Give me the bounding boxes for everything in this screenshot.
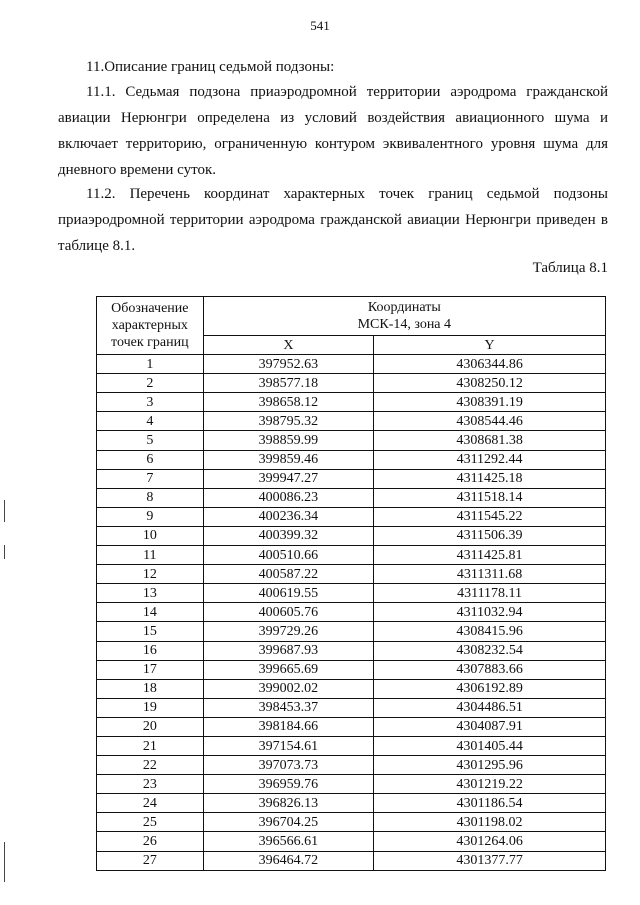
point-number-cell: 27 xyxy=(97,851,204,870)
point-number-cell: 22 xyxy=(97,756,204,775)
paragraph-11-1 xyxy=(58,79,608,183)
table-row xyxy=(97,641,606,660)
point-number-cell: 11 xyxy=(97,546,204,565)
x-coordinate-cell: 396566.61 xyxy=(203,832,374,851)
table-row xyxy=(97,756,606,775)
table-row xyxy=(97,374,606,393)
paragraph-text: 11.2. Перечень координат характерных точек границ седьмой подзоны приаэродромной территории аэродрома гражданской авиации Нерюнгри приведен в таблице 8.1. xyxy=(58,186,608,254)
section-heading: 11.Описание границ седьмой подзоны: xyxy=(86,59,335,75)
x-coordinate-cell: 400605.76 xyxy=(203,603,374,622)
y-coordinate-cell: 4306192.89 xyxy=(374,679,606,698)
x-coordinate-cell: 398658.12 xyxy=(203,393,374,412)
x-coordinate-cell: 400399.32 xyxy=(203,526,374,545)
x-coordinate-cell: 399687.93 xyxy=(203,641,374,660)
table-row xyxy=(97,736,606,755)
y-coordinate-cell: 4311311.68 xyxy=(374,565,606,584)
y-coordinate-cell: 4301377.77 xyxy=(374,851,606,870)
paragraph-11-2 xyxy=(58,181,608,259)
point-number-cell: 9 xyxy=(97,507,204,526)
point-number-cell: 15 xyxy=(97,622,204,641)
table-row xyxy=(97,603,606,622)
point-number-cell: 8 xyxy=(97,488,204,507)
point-number-cell: 23 xyxy=(97,775,204,794)
point-number-cell: 5 xyxy=(97,431,204,450)
table-row xyxy=(97,393,606,412)
x-coordinate-cell: 399665.69 xyxy=(203,660,374,679)
x-coordinate-cell: 399947.27 xyxy=(203,469,374,488)
table-row xyxy=(97,488,606,507)
x-coordinate-cell: 398184.66 xyxy=(203,717,374,736)
x-coordinate-cell: 399859.46 xyxy=(203,450,374,469)
page-number: 541 xyxy=(310,18,330,33)
point-number-cell: 3 xyxy=(97,393,204,412)
table-row xyxy=(97,565,606,584)
point-number-cell: 16 xyxy=(97,641,204,660)
scan-margin-mark xyxy=(4,842,5,882)
table-row xyxy=(97,584,606,603)
point-number-cell: 10 xyxy=(97,526,204,545)
table-row xyxy=(97,507,606,526)
y-coordinate-cell: 4301405.44 xyxy=(374,736,606,755)
point-number-cell: 21 xyxy=(97,736,204,755)
coordinates-table xyxy=(96,296,606,871)
table-row xyxy=(97,412,606,431)
x-coordinate-cell: 397952.63 xyxy=(203,355,374,374)
header-coordinate-system: МСК-14, зона 4 xyxy=(357,317,452,332)
y-coordinate-cell: 4304486.51 xyxy=(374,698,606,717)
point-number-cell: 24 xyxy=(97,794,204,813)
y-coordinate-cell: 4311425.81 xyxy=(374,546,606,565)
x-coordinate-cell: 400619.55 xyxy=(203,584,374,603)
x-coordinate-cell: 397073.73 xyxy=(203,756,374,775)
y-coordinate-cell: 4308250.12 xyxy=(374,374,606,393)
header-y: Y xyxy=(374,336,606,355)
table-row xyxy=(97,660,606,679)
y-coordinate-cell: 4304087.91 xyxy=(374,717,606,736)
header-point-designation: Обозначение характерных точек границ xyxy=(97,297,204,355)
x-coordinate-cell: 398577.18 xyxy=(203,374,374,393)
point-number-cell: 6 xyxy=(97,450,204,469)
x-coordinate-cell: 396704.25 xyxy=(203,813,374,832)
y-coordinate-cell: 4307883.66 xyxy=(374,660,606,679)
point-number-cell: 1 xyxy=(97,355,204,374)
y-coordinate-cell: 4311178.11 xyxy=(374,584,606,603)
table-body xyxy=(97,355,606,871)
y-coordinate-cell: 4301219.22 xyxy=(374,775,606,794)
y-coordinate-cell: 4301295.96 xyxy=(374,756,606,775)
x-coordinate-cell: 396826.13 xyxy=(203,794,374,813)
y-coordinate-cell: 4301264.06 xyxy=(374,832,606,851)
y-coordinate-cell: 4301198.02 xyxy=(374,813,606,832)
y-coordinate-cell: 4311506.39 xyxy=(374,526,606,545)
paragraph-text: 11.1. Седьмая подзона приаэродромной территории аэродрома гражданской авиации Нерюнгри определена из условий воздействия авиационного шума и включает территорию, ограниченную контуром эквивалентного уровня шума для дневного времени суток. xyxy=(58,84,608,178)
point-number-cell: 18 xyxy=(97,679,204,698)
y-coordinate-cell: 4308544.46 xyxy=(374,412,606,431)
y-coordinate-cell: 4311545.22 xyxy=(374,507,606,526)
table-row xyxy=(97,794,606,813)
point-number-cell: 12 xyxy=(97,565,204,584)
x-coordinate-cell: 398859.99 xyxy=(203,431,374,450)
table-row xyxy=(97,526,606,545)
point-number-cell: 4 xyxy=(97,412,204,431)
point-number-cell: 26 xyxy=(97,832,204,851)
x-coordinate-cell: 399002.02 xyxy=(203,679,374,698)
y-coordinate-cell: 4308415.96 xyxy=(374,622,606,641)
y-coordinate-cell: 4308681.38 xyxy=(374,431,606,450)
header-coordinates xyxy=(203,297,605,336)
y-coordinate-cell: 4308232.54 xyxy=(374,641,606,660)
x-coordinate-cell: 396464.72 xyxy=(203,851,374,870)
point-number-cell: 20 xyxy=(97,717,204,736)
table-row xyxy=(97,813,606,832)
y-coordinate-cell: 4311518.14 xyxy=(374,488,606,507)
header-x: X xyxy=(203,336,374,355)
table-row xyxy=(97,775,606,794)
table-row xyxy=(97,622,606,641)
y-coordinate-cell: 4301186.54 xyxy=(374,794,606,813)
x-coordinate-cell: 399729.26 xyxy=(203,622,374,641)
table-row xyxy=(97,450,606,469)
x-coordinate-cell: 396959.76 xyxy=(203,775,374,794)
table-row xyxy=(97,679,606,698)
point-number-cell: 13 xyxy=(97,584,204,603)
table-caption: Таблица 8.1 xyxy=(532,260,608,276)
point-number-cell: 25 xyxy=(97,813,204,832)
table-row xyxy=(97,832,606,851)
y-coordinate-cell: 4308391.19 xyxy=(374,393,606,412)
y-coordinate-cell: 4311292.44 xyxy=(374,450,606,469)
x-coordinate-cell: 400587.22 xyxy=(203,565,374,584)
table-row xyxy=(97,469,606,488)
table-row xyxy=(97,546,606,565)
point-number-cell: 19 xyxy=(97,698,204,717)
scan-margin-mark xyxy=(4,545,5,559)
header-coordinates-title: Координаты xyxy=(367,300,441,315)
table-row xyxy=(97,355,606,374)
x-coordinate-cell: 400086.23 xyxy=(203,488,374,507)
x-coordinate-cell: 397154.61 xyxy=(203,736,374,755)
point-number-cell: 17 xyxy=(97,660,204,679)
table-row xyxy=(97,717,606,736)
y-coordinate-cell: 4311032.94 xyxy=(374,603,606,622)
table-row xyxy=(97,698,606,717)
x-coordinate-cell: 398453.37 xyxy=(203,698,374,717)
table-row xyxy=(97,431,606,450)
y-coordinate-cell: 4306344.86 xyxy=(374,355,606,374)
x-coordinate-cell: 400510.66 xyxy=(203,546,374,565)
y-coordinate-cell: 4311425.18 xyxy=(374,469,606,488)
point-number-cell: 2 xyxy=(97,374,204,393)
x-coordinate-cell: 400236.34 xyxy=(203,507,374,526)
point-number-cell: 14 xyxy=(97,603,204,622)
x-coordinate-cell: 398795.32 xyxy=(203,412,374,431)
scan-margin-mark xyxy=(4,500,5,522)
table-row xyxy=(97,851,606,870)
point-number-cell: 7 xyxy=(97,469,204,488)
